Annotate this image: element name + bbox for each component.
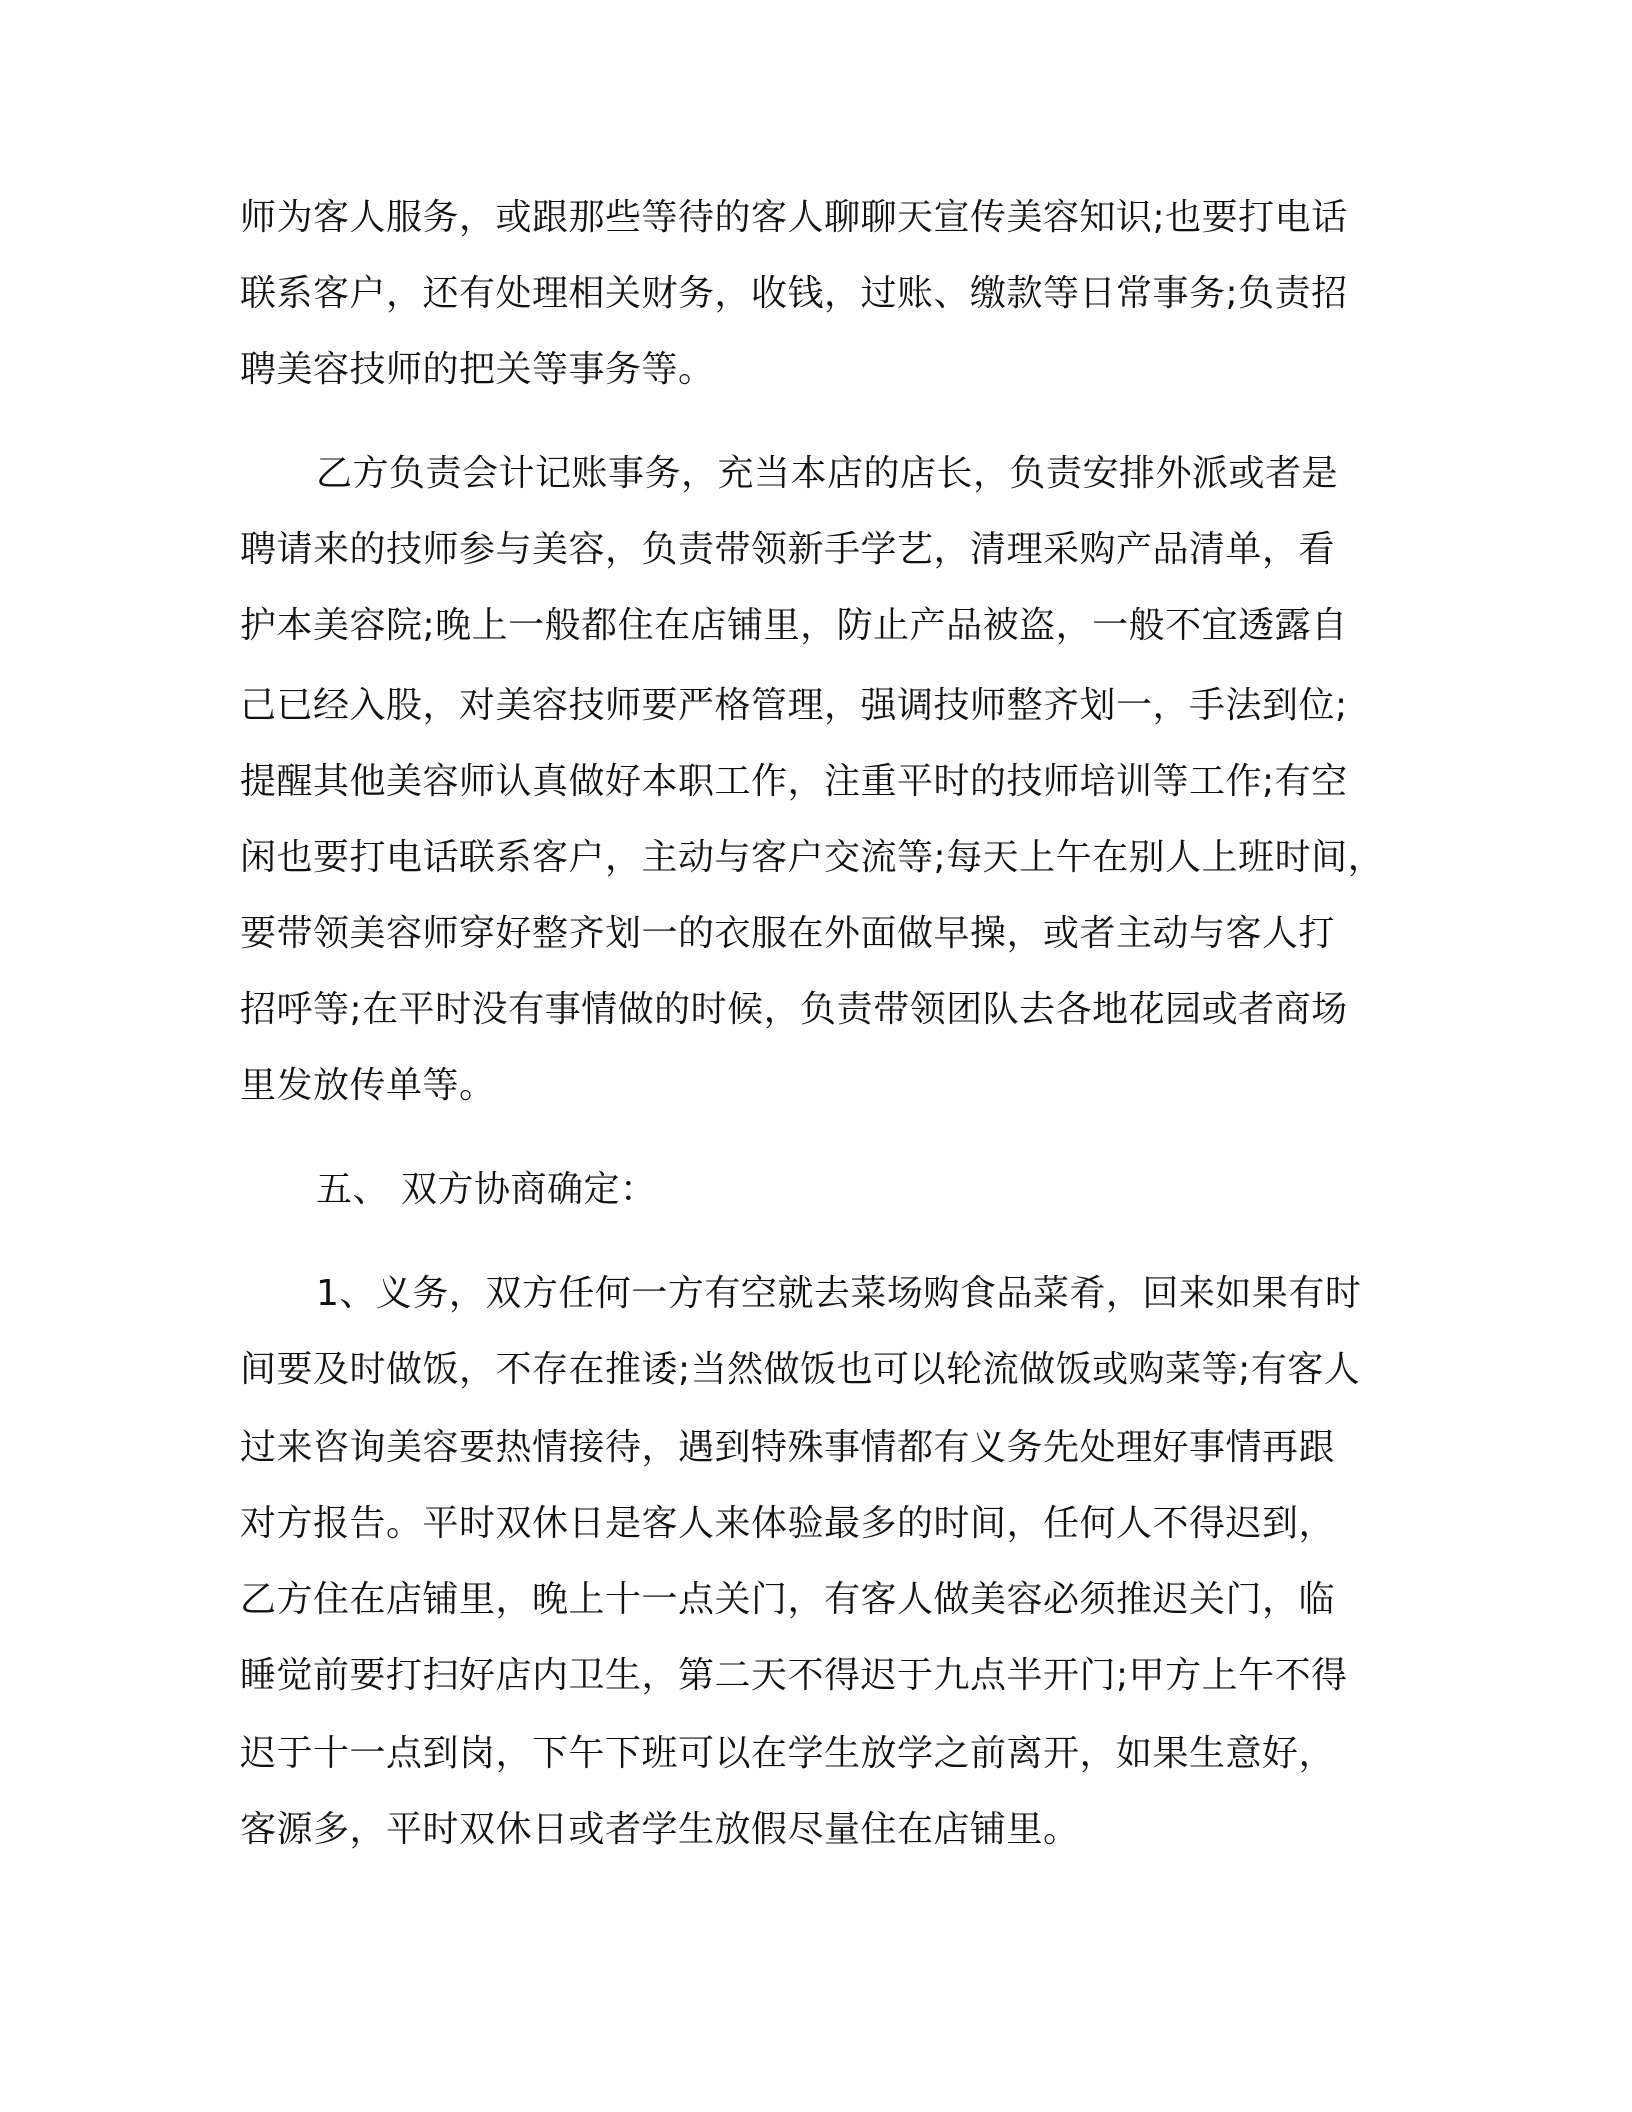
paragraph3-line-7: 迟于十一点到岗，下午下班可以在学生放学之前离开，如果生意好， bbox=[240, 1733, 1336, 1774]
paragraph2-line-6: 闲也要打电话联系客户，主动与客户交流等;每天上午在别人上班时间， bbox=[240, 837, 1385, 878]
paragraph3-line-1: 1、义务，双方任何一方有空就去菜场购食品菜肴，回来如果有时 bbox=[316, 1273, 1362, 1314]
paragraph3-line-2: 间要及时做饭，不存在推诿;当然做饭也可以轮流做饭或购菜等;有客人 bbox=[240, 1349, 1361, 1390]
paragraph1-line-2: 联系客户，还有处理相关财务，收钱，过账、缴款等日常事务;负责招 bbox=[240, 273, 1348, 314]
paragraph2-line-2: 聘请来的技师参与美容，负责带领新手学艺，清理采购产品清单，看 bbox=[240, 529, 1336, 570]
section-heading: 五、 双方协商确定： bbox=[316, 1169, 657, 1210]
paragraph2-line-7: 要带领美容师穿好整齐划一的衣服在外面做早操，或者主动与客人打 bbox=[240, 913, 1336, 954]
paragraph1-line-3: 聘美容技师的把关等事务等。 bbox=[240, 349, 715, 390]
paragraph3-line-6: 睡觉前要打扫好店内卫生，第二天不得迟于九点半开门;甲方上午不得 bbox=[240, 1655, 1348, 1696]
paragraph2-line-9: 里发放传单等。 bbox=[240, 1065, 496, 1106]
paragraph2-line-1: 乙方负责会计记账事务，充当本店的店长，负责安排外派或者是 bbox=[316, 453, 1339, 494]
paragraph2-line-8: 招呼等;在平时没有事情做的时候，负责带领团队去各地花园或者商场 bbox=[240, 989, 1348, 1030]
paragraph3-line-5: 乙方住在店铺里，晚上十一点关门，有客人做美容必须推迟关门，临 bbox=[240, 1579, 1336, 1620]
paragraph3-line-8: 客源多，平时双休日或者学生放假尽量住在店铺里。 bbox=[240, 1809, 1080, 1850]
paragraph3-line-4: 对方报告。平时双休日是客人来体验最多的时间，任何人不得迟到， bbox=[240, 1503, 1336, 1544]
paragraph1-line-1: 师为客人服务，或跟那些等待的客人聊聊天宣传美容知识;也要打电话 bbox=[240, 197, 1348, 238]
paragraph2-line-5: 提醒其他美容师认真做好本职工作，注重平时的技师培训等工作;有空 bbox=[240, 761, 1348, 802]
paragraph2-line-4: 己已经入股，对美容技师要严格管理，强调技师整齐划一，手法到位; bbox=[240, 685, 1348, 726]
paragraph3-line-3: 过来咨询美容要热情接待，遇到特殊事情都有义务先处理好事情再跟 bbox=[240, 1427, 1336, 1468]
paragraph2-line-3: 护本美容院;晚上一般都住在店铺里，防止产品被盗，一般不宜透露自 bbox=[240, 605, 1348, 646]
